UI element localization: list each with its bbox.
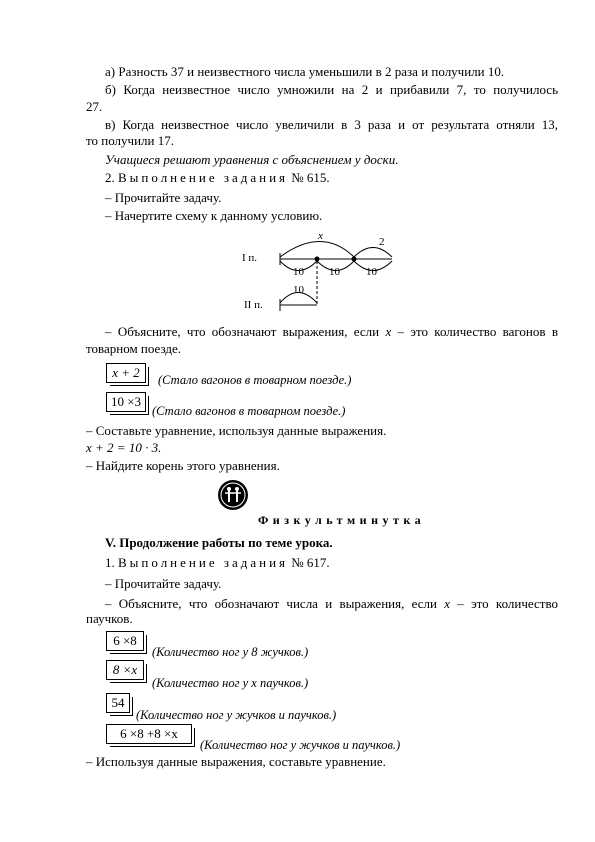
explain-1-text-a: – Объясните, что обозначают выражения, если bbox=[105, 324, 380, 339]
read-task-line-1: – Прочитайте задачу. bbox=[105, 190, 222, 205]
diagram-row2-arc bbox=[280, 293, 317, 304]
expr-box-54: 54 bbox=[106, 693, 130, 713]
expr-box-x-plus-2: x + 2 bbox=[106, 363, 146, 383]
expr-box-8xx: 8 ×x bbox=[106, 660, 144, 680]
diagram-seg1-label: 10 bbox=[293, 266, 304, 278]
equation-line: x + 2 = 10 · 3. bbox=[86, 440, 162, 455]
diagram-seg3-arc bbox=[354, 261, 392, 271]
explain-1-line-1 bbox=[105, 324, 558, 340]
task-617-number: 1. bbox=[105, 555, 115, 570]
diagram-x-arc bbox=[280, 242, 354, 258]
task-617-heading bbox=[105, 555, 558, 571]
compose-2-line: – Используя данные выражения, составьте уравнение. bbox=[86, 754, 386, 769]
find-root-line: – Найдите корень этого уравнения. bbox=[86, 458, 280, 473]
expr-note-4: (Количество ног у x паучков.) bbox=[152, 676, 309, 690]
section-5-heading: V. Продолжение работы по теме урока. bbox=[105, 535, 333, 550]
diagram-x-label: x bbox=[318, 230, 323, 242]
explain-2-line-2: паучков. bbox=[86, 611, 133, 626]
expr-note-2: (Стало вагонов в товарном поезде.) bbox=[152, 404, 346, 418]
diagram-seg1-arc bbox=[280, 261, 317, 271]
task-615-word: Выполнение задания bbox=[118, 170, 289, 185]
diagram-dot-1 bbox=[315, 257, 320, 262]
two-people-exercise-icon bbox=[218, 480, 248, 510]
draw-scheme-line: – Начертите схему к данному условию. bbox=[105, 208, 323, 223]
diagram-plus-arc bbox=[354, 248, 392, 258]
diagram-dot-2 bbox=[352, 257, 357, 262]
expr-box-6x8: 6 ×8 bbox=[106, 631, 144, 651]
explain-1-line-2: товарном поезде. bbox=[86, 341, 182, 356]
task-615-number: 2. bbox=[105, 170, 115, 185]
explain-2-text-b: – это количество bbox=[457, 596, 558, 611]
diagram-seg2-arc bbox=[317, 261, 354, 271]
task-c-line-1: в) Когда неизвестное число увеличили в 3 раза и от результата отняли 13, bbox=[105, 117, 558, 132]
explain-2-line-1 bbox=[105, 596, 558, 612]
expr-note-1: (Стало вагонов в товарном поезде.) bbox=[158, 373, 352, 387]
task-615-heading bbox=[105, 170, 558, 186]
expr-note-3: (Количество ног у 8 жучков.) bbox=[152, 645, 309, 659]
diagram-seg2-label: 10 bbox=[329, 266, 340, 278]
explain-1-variable: x bbox=[385, 324, 392, 339]
explain-2-text-a: – Объясните, что обозначают числа и выражения, если bbox=[105, 596, 437, 611]
expr-note-5: (Количество ног у жучков и паучков.) bbox=[136, 708, 337, 722]
expr-box-10x3: 10 ×3 bbox=[106, 392, 146, 412]
expr-note-6: (Количество ног у жучков и паучков.) bbox=[200, 738, 401, 752]
task-617-word: Выполнение задания bbox=[118, 555, 289, 570]
task-b-line-2: 27. bbox=[86, 99, 103, 114]
diagram-row1-label: I п. bbox=[242, 252, 258, 264]
task-b-line-1: б) Когда неизвестное число умножили на 2 и прибавили 7, то получилось bbox=[105, 82, 558, 97]
compose-1-line: – Составьте уравнение, используя данные выражения. bbox=[86, 423, 387, 438]
diagram-plus-label: 2 bbox=[379, 236, 385, 248]
read-task-line-2: – Прочитайте задачу. bbox=[105, 576, 222, 591]
fizkult-heading: Физкультминутка bbox=[258, 513, 426, 527]
diagram-row2-seg-label: 10 bbox=[293, 284, 304, 296]
task-a-line: а) Разность 37 и неизвестного числа уменьшили в 2 раза и получили 10. bbox=[105, 64, 505, 79]
explain-2-variable: x bbox=[444, 596, 450, 611]
task-617-no: № 617. bbox=[291, 555, 330, 570]
task-615-no: № 615. bbox=[291, 170, 330, 185]
explain-1-text-b: – это количество вагонов в bbox=[397, 324, 558, 339]
diagram-row2-label: II п. bbox=[244, 299, 263, 311]
task-c-line-2: то получили 17. bbox=[86, 133, 174, 148]
students-note: Учащиеся решают уравнения с объяснением у доски. bbox=[105, 152, 399, 167]
expr-box-6x8-plus-8xx: 6 ×8 +8 ×x bbox=[106, 724, 192, 744]
diagram-seg3-label: 10 bbox=[366, 266, 377, 278]
